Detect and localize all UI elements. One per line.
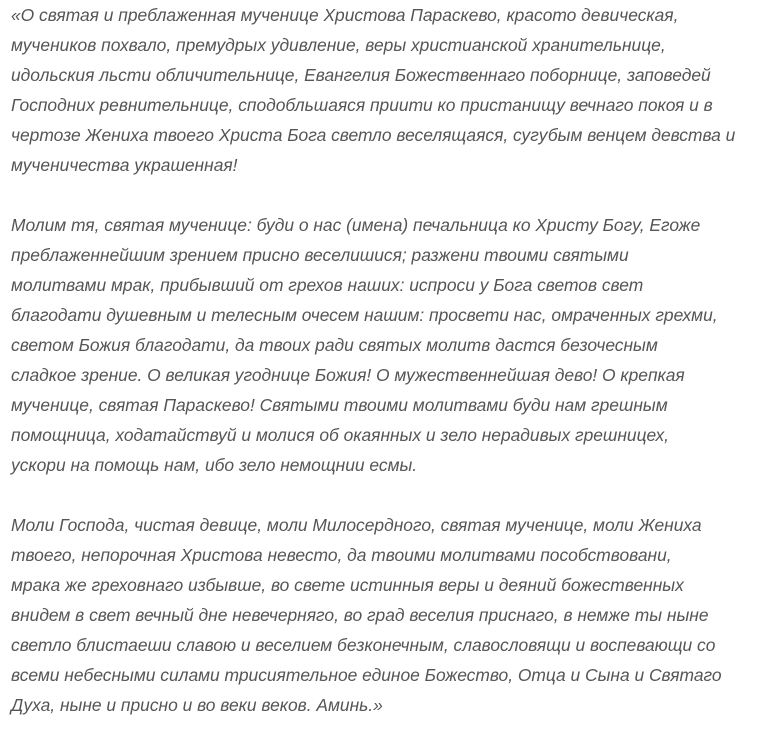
text-line: мучеников похвало, премудрых удивление, веры христианской хранительнице, <box>11 35 666 55</box>
text-line: Духа, ныне и присно и во веки веков. Аминь.» <box>11 695 383 715</box>
text-line: идольския льсти обличительнице, Евангелия Божественнаго поборнице, заповедей <box>11 65 711 85</box>
text-line: «О святая и преблаженная мученице Христова Параскево, красото девическая, <box>11 5 679 25</box>
text-line: благодати душевным и телесным очесем нашим: просвети нас, омраченных грехми, <box>11 305 718 325</box>
text-line: мрака же греховнаго избывше, во свете истинныя веры и деяний божественных <box>11 575 684 595</box>
text-line: всеми небесными силами трисиятельное единое Божество, Отца и Сына и Святаго <box>11 665 722 685</box>
text-line: Моли Господа, чистая девице, моли Милосердного, святая мученице, моли Жениха <box>11 515 702 535</box>
text-line: молитвами мрак, прибывший от грехов наших: испроси у Бога светов свет <box>11 275 644 295</box>
text-line: твоего, непорочная Христова невесто, да твоими молитвами пособствовани, <box>11 545 672 565</box>
text-line: мученице, святая Параскево! Святыми твоими молитвами буди нам грешным <box>11 395 668 415</box>
text-line: мученичества украшенная! <box>11 155 238 175</box>
text-line: преблаженнейшим зрением присно веселишися; разжени твоими святыми <box>11 245 629 265</box>
prayer-text <box>11 0 771 750</box>
text-line: помощница, ходатайствуй и молися об окаянных и зело нерадивых грешницех, <box>11 425 669 445</box>
text-line: Господних ревнительнице, сподобльшаяся приити ко пристанищу вечнаго покоя и в <box>11 95 713 115</box>
text-line: светом Божия благодати, да твоих ради святых молитв дастся безочесным <box>11 335 658 355</box>
text-line: светло блистаеши славою и веселием безконечным, славословящи и воспевающи со <box>11 635 716 655</box>
text-line: ускори на помощь нам, ибо зело немощнии есмы. <box>11 455 418 475</box>
text-line: сладкое зрение. О великая угоднице Божия! О мужественнейшая дево! О крепкая <box>11 365 685 385</box>
prayer-paragraph-1 <box>11 0 771 180</box>
text-line: Молим тя, святая мученице: буди о нас (имена) печальница ко Христу Богу, Егоже <box>11 215 701 235</box>
prayer-paragraph-2 <box>11 210 771 480</box>
prayer-paragraph-3 <box>11 510 771 720</box>
text-line: внидем в свет вечный дне невечерняго, во град веселия приснаго, в немже ты ныне <box>11 605 709 625</box>
text-line: чертозе Жениха твоего Христа Бога светло веселящаяся, сугубым венцем девства и <box>11 125 736 145</box>
